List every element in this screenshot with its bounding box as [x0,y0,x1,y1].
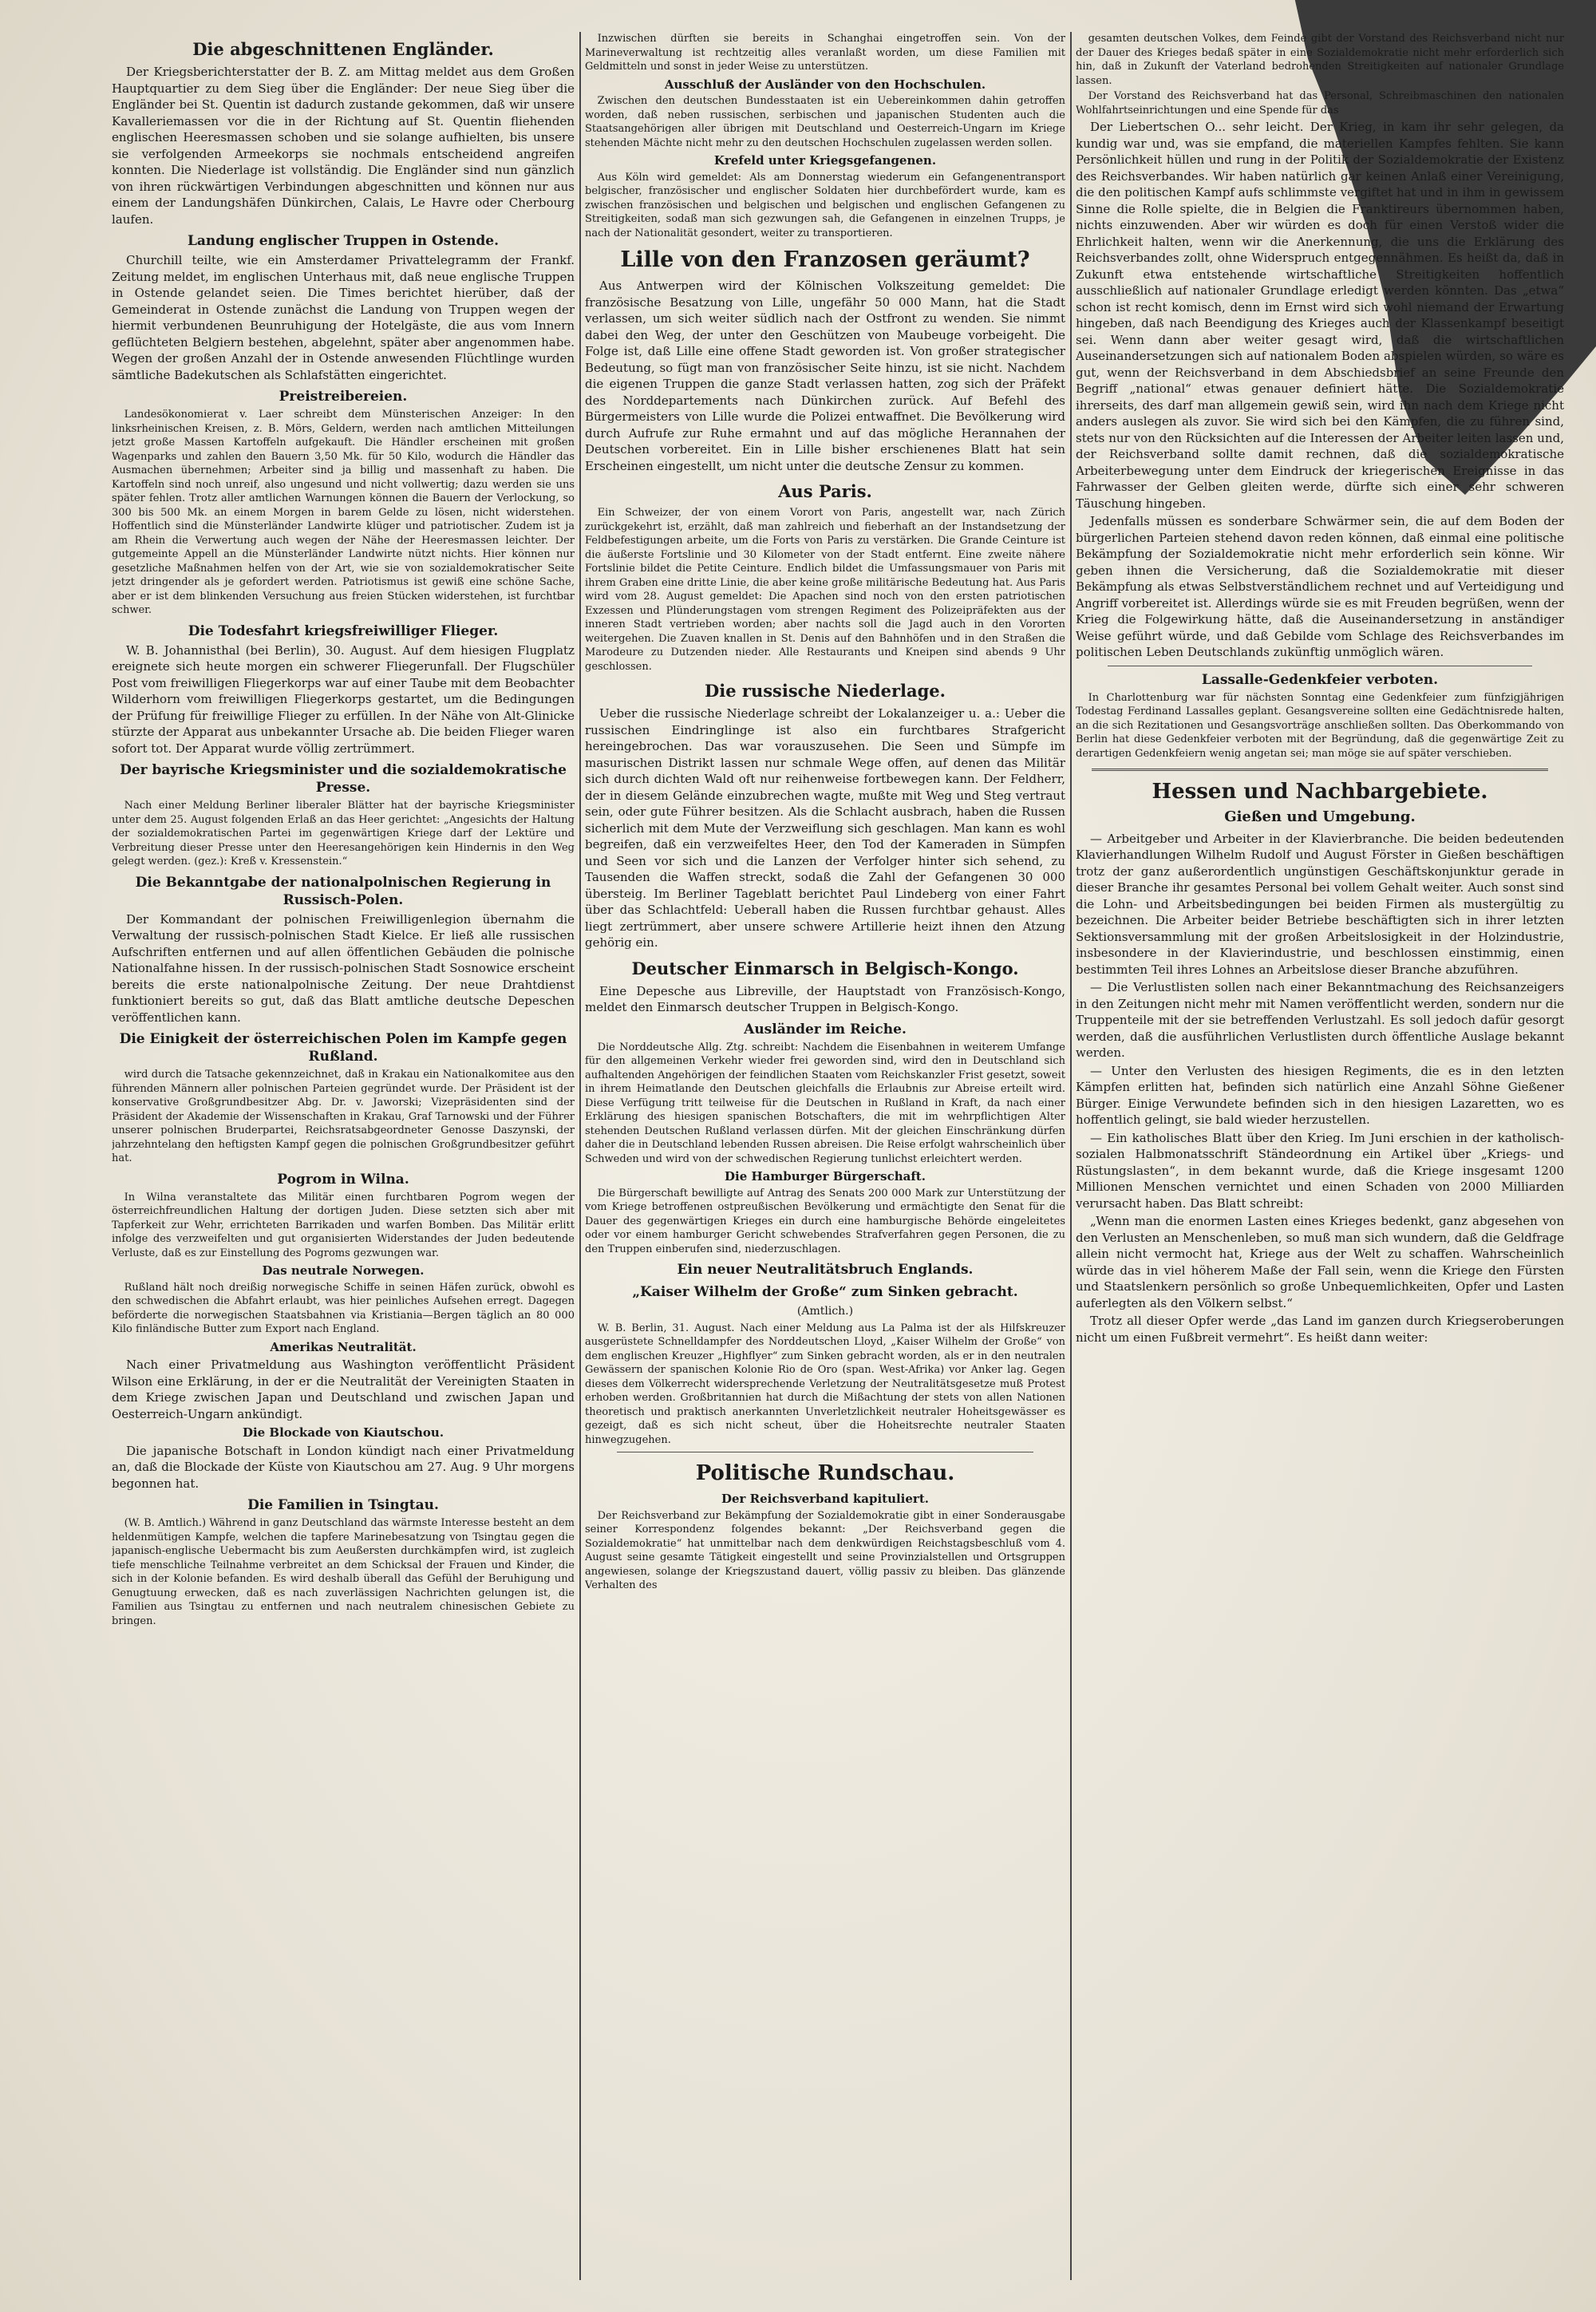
article-title: Die Einigkeit der österreichischen Polen im Kampfe gegen Rußland. [119,1031,567,1065]
article-title: Preistreibereien. [279,389,408,405]
article-body: Der Kommandant der polnischen Freiwilligenlegion übernahm die Verwaltung der russisch-polnischen Stadt Kielce. Er ließ alle russischen Aufschriften entfernen und auf allen öffentlichen Gebäuden die polnische Nationalfahne hissen. In der russisch-polnischen Stadt Sosnowice erscheint bereits die erste nationalpolnische Zeitung. Der neue Drahtdienst funktioniert bereits so gut, daß das Blatt amtliche deutsche Depeschen veröffentlichen kann. [112,911,575,1025]
section-title: Politische Rundschau. [695,1461,955,1485]
article-title: Lille von den Franzosen geräumt? [620,247,1030,272]
article-body: Der Liebertschen O... sehr leicht. Der Krieg, in kam ihr sehr gelegen, da kundig war und, was sie empfand, die materiellen Kampfes fehlten. Sie kann Persönlichkeit hüllen und rung in der Politik der Sozialdemokratie der Existenz des Reichsverbandes. Wir haben natürlich gar keinen Anlaß einer Vereinigung, die den politischen Kampf aufs schlimmste vergiftet hat und in ihm in gewissem Sinne die Rolle spielte, die in Belgien die Franktireurs übernommen haben, nichts einzuwenden. Aber wir würden es doch für einen Verstoß wider die Ehrlichkeit halten, wenn wir die Anerkennung, die uns die Erklärung des Reichsverbandes zollt, ohne Widerspruch entgegennähmen. Es heißt da, daß in Zukunft etwa entstehende wirtschaftliche Streitigkeiten hoffentlich ausschließlich auf nationaler Grundlage erledigt werden könnten. Das „etwa“ schon ist recht komisch, denn im Ernst wird sich wohl niemand der Erwartung hingeben, daß nach Beendigung des Krieges auch der Klassenkampf beseitigt sei. Wenn dann aber weiter gesagt wird, daß die wirtschaftlichen Auseinandersetzungen sich auf nationalem Boden abspielen würden, so wäre es gut, wenn der Reichsverband in dem Abschiedsbrief an seine Freunde den Begriff „national“ etwas genauer definiert hätte. Die Sozialdemokratie ihrerseits, des darf man allgemein gewiß sein, wird ihn nach dem Kriege nicht anders auslegen als zuvor. Sie wird sich bei den Kämpfen, die zu führen sind, stets nur von den Rücksichten auf die Interessen der Arbeiter leiten lassen und, der Reichsverband sollte damit rechnen, daß die sozialdemokratische Arbeiterbewegung unter dem Eindruck der kriegerischen Ereignisse in das Fahrwasser der Gelben gleiten werde, dürfte sich einer sehr schweren Täuschung hingeben. [1076,120,1564,511]
column-right [1076,32,1564,2280]
article-title: Krefeld unter Kriegsgefangenen. [713,153,937,168]
article-subtitle: Gießen und Umgebung. [1224,808,1416,825]
article-title: Deutscher Einmarsch in Belgisch-Kongo. [631,958,1019,978]
article-title: Ausschluß der Ausländer von den Hochschulen. [664,77,986,92]
article-body: Aus Antwerpen wird der Kölnischen Volkszeitung gemeldet: Die französische Besatzung von Lille, ungefähr 50 000 Mann, hat die Stadt verlassen, um sich weiter südlich nach der Ostfront zu wenden. Sie nimmt dabei den Weg, der unter den Geschützen von Maubeuge vorbeigeht. Die Folge ist, daß Lille eine offene Stadt geworden ist. Von großer strategischer Bedeutung, so fügt man von französischer Seite hinzu, ist sie nicht. Nachdem die eigenen Truppen die ganze Stadt verlassen hatten, zog sich der Präfekt des Norddepartements nach Dünkirchen zurück. Auf Befehl des Bürgermeisters von Lille wurde die Polizei entwaffnet. Die Bevölkerung wird durch Aufrufe zur Ruhe ermahnt und auf das mögliche Herannahen der Deutschen vorbereitet. Ein in Lille bisher erschienenes Blatt hat sein Erscheinen eingestellt, um nicht unter die deutsche Zensur zu kommen. [585,279,1065,473]
article-title: Ein neuer Neutralitätsbruch Englands. [677,1262,974,1278]
article-title: Das neutrale Norwegen. [262,1263,425,1278]
article-body: Eine Depesche aus Libreville, der Hauptstadt von Französisch-Kongo, meldet den Einmarsch deutscher Truppen in Belgisch-Kongo. [585,983,1065,1014]
article-body: Inzwischen dürften sie bereits in Schanghai eingetroffen sein. Von der Marineverwaltung ist rechtzeitig alles veranlaßt worden, um diese Familien mit Geldmitteln und sonst in jeder Weise zu unterstützen. [585,33,1065,73]
article-body: In Wilna veranstaltete das Militär einen furchtbaren Pogrom wegen der österreichfreundlichen Haltung der dortigen Juden. Diese setzten sich aber mit Tapferkeit zur Wehr, errichteten Barrikaden und warfen Bomben. Das Militär erlitt infolge des verzweifelten und gut organisierten Widerstandes der Juden bedeutende Verluste, daß es zur Einstellung des Pogroms gezwungen war. [112,1191,575,1259]
article-body: Die japanische Botschaft in London kündigt nach einer Privatmeldung an, daß die Blockade der Küste von Kiautschou am 27. Aug. 9 Uhr morgens begonnen hat. [112,1443,575,1491]
section-title: Hessen und Nachbargebiete. [1152,780,1488,804]
article-title: Der bayrische Kriegsminister und die sozialdemokratische Presse. [120,762,567,796]
article-body: Aus Köln wird gemeldet: Als am Donnerstag wiederum ein Gefangenentransport belgischer, französischer und englischer Soldaten hier durchbefördert wurde, kam es zwischen französischen und belgischen und belgischen und englischen Gefangenen zu Streitigkeiten, sodaß man sich gezwungen sah, die Gefangenen in einzelnen Trupps, je nach der Nationalität gesondert, weiter zu transportieren. [585,171,1065,239]
article-title: Aus Paris. [778,481,872,501]
article-title: Amerikas Neutralität. [270,1339,417,1354]
article-title: Ausländer im Reiche. [744,1021,907,1037]
article-body: W. B. Johannisthal (bei Berlin), 30. August. Auf dem hiesigen Flugplatz ereignete sich heute morgen ein schwerer Fliegerunfall. Der Flugschüler Post vom freiwilligen Fliegerkorps war auf einer Taube mit dem Beobachter Wilderhorn vom freiwilligen Fliegerkorps gestartet, um die Bedingungen der Prüfung für freiwillige Flieger zu erfüllen. In der Nähe von Alt-Glinicke stürzte der Apparat aus unbekannter Ursache ab. Die beiden Flieger waren sofort tot. Der Apparat wurde völlig zertrümmert. [112,642,575,756]
column-rule [579,32,581,2280]
article-body: Der Reichsverband zur Bekämpfung der Sozialdemokratie gibt in einer Sonderausgabe seiner Korrespondenz folgendes bekannt: „Der Reichsverband gegen die Sozialdemokratie“ hat unmittelbar nach dem denkwürdigen Reichstagsbeschluß vom 4. August seine gesamte Tätigkeit eingestellt und seine Provinzialstellen und Ortsgruppen angewiesen, solange der Kriegszustand dauert, völlig passiv zu bleiben. Das glänzende Verhalten des [585,1509,1065,1591]
column-middle [585,32,1065,2280]
column-rule [1070,32,1072,2280]
article-body: Ueber die russische Niederlage schreibt der Lokalanzeiger u. a.: Ueber die russischen Eindringlinge ist also ein furchtbares Strafgericht hereingebrochen. Das war vorauszusehen. Die Seen und Sümpfe im masurischen Distrikt lassen nur schmale Wege offen, auf denen das Militär sich durch dichten Wald oft nur reihenweise fortbewegen kann. Der Feldherr, der in diesem Gelände einzubrechen wagte, mußte mit Weg und Steg vertraut sein, oder gute Führer besitzen. Als die Schlacht ausbrach, haben die Russen sicherlich mit dem Mute der Verzweiflung sich geschlagen. Man kann es wohl begreifen, daß ein verzweifeltes Heer, den Tod der Kameraden in Sümpfen und Seen vor sich und die Lanzen der Verfolger hinter sich sehend, zu Tausenden die Waffen streckt, sodaß die Zahl der Gefangenen 30 000 übersteig. Im Berliner Tageblatt berichtet Paul Lindeberg von einer Fahrt über das Schlachtfeld: Ueberall haben die Russen furchtbar gehaust. Alles liegt zertrümmert, aber unsere schwere Artillerie heizt ihnen den Atzung gehörig ein. [585,706,1065,950]
article-body: Der Vorstand des Reichsverband hat das Personal, Schreibmaschinen den nationalen Wohlfahrtseinrichtungen und eine Spende für das [1076,90,1564,117]
article-subtitle: „Kaiser Wilhelm der Große“ zum Sinken gebracht. [632,1284,1018,1300]
article-note: (Amtlich.) [796,1305,854,1318]
article-subtitle: Der Reichsverband kapituliert. [721,1492,929,1506]
article-body: (W. B. Amtlich.) Während in ganz Deutschland das wärmste Interesse besteht an dem heldenmütigen Kampfe, welchen die tapfere Marinebesatzung von Tsingtau gegen die japanisch-englische Uebermacht bis zum Aeußersten durchkämpfen wird, ist zugleich tiefe menschliche Teilnahme verbreitet an dem Schicksal der Frauen und Kinder, die sich in der Kolonie befanden. Es wird deshalb überall das Gefühl der Beruhigung und Genugtuung erwecken, daß es nach zuverlässigen Nachrichten gelungen ist, die Familien aus Tsingtau zu entfernen und nach neutralem chinesischen Gebiete zu bringen. [112,1517,575,1627]
article-body: — Die Verlustlisten sollen nach einer Bekanntmachung des Reichsanzeigers in den Zeitungen nicht mehr mit Namen veröffentlicht werden, sondern nur die Truppenteile mit der sie betreffenden Verlustzahl. Es soll jedoch dafür gesorgt werden, daß die ausführlichen Verlustlisten durch öffentliche Auslage bekannt werden. [1076,980,1564,1060]
article-title: Die Familien in Tsingtau. [247,1497,439,1513]
article-body: Der Kriegsberichterstatter der B. Z. am Mittag meldet aus dem Großen Hauptquartier zu dem Sieg über die Engländer: Der neue Sieg über die Engländer bei St. Quentin ist dadurch zustande gekommen, daß wir unsere Kavalleriemassen vor die in der Richtung auf St. Quentin fliehenden englischen Heeresmassen schoben und sie solange aufhielten, bis unsere sie verfolgenden Armeekorps sie nochmals entscheidend angreifen konnten. Die Niederlage ist vollständig. Die Engländer sind nun gänzlich von ihren rückwärtigen Verbindungen abgeschnitten und können nur aus einem der Landungshäfen Dünkirchen, Calais, Le Havre oder Cherbourg laufen. [112,65,575,227]
article-body: „Wenn man die enormen Lasten eines Krieges bedenkt, ganz abgesehen von den Verlusten an Menschenleben, so muß man sich wundern, daß die Geldfrage allein nicht vermocht hat, Kriege aus der Welt zu schaffen. Wahrscheinlich würde das in viel höherem Maße der Fall sein, wenn die Kriege den Fürsten und Staatslenkern persönlich so große Unbequemlichkeiten, Opfer und Lasten auferlegten als den Völkern selbst.“ [1076,1214,1564,1310]
article-body: Landesökonomierat v. Laer schreibt dem Münsterischen Anzeiger: In den linksrheinischen Kreisen, z. B. Mörs, Geldern, werden nach amtlichen Mitteilungen jetzt große Massen Kartoffeln aufgekauft. Die Händler erscheinen mit großen Wagenparks und zahlen den Bauern 3,50 Mk. für 50 Kilo, wodurch die Händler das Ausmachen übernehmen; Arbeiter sind ja billig und massenhaft zu haben. Die Kartoffeln sind noch unreif, also ungesund und nicht vollwertig; dazu werden sie uns später fehlen. Trotz aller amtlichen Warnungen können die Bauern der Verlockung, so 300 bis 500 Mk. an einem Morgen in barem Gelde zu lösen, nicht widerstehen. Hoffentlich sind die Münsterländer Landwirte klüger und patriotischer. Zudem ist ja am Rhein die Verwertung auch wegen der Nähe der Heeresmassen leichter. Der gutgemeinte Appell an die Münsterländer Landwirte nützt nichts. Hier können nur gesetzliche Maßnahmen helfen von der Art, wie sie von sozialdemokratischer Seite jetzt dringender als je gefordert werden. Patriotismus ist gewiß eine schöne Sache, aber er ist dem blinkenden Versuchung aus freien Stücken widerstehen, ist furchtbar schwer. [112,409,575,616]
article-body: Zwischen den deutschen Bundesstaaten ist ein Uebereinkommen dahin getroffen worden, daß neben russischen, serbischen und japanischen Studenten auch die Staatsangehörigen aller übrigen mit Deutschland und Oesterreich-Ungarn im Kriege stehenden Mächte nicht mehr zu den deutschen Hochschulen zugelassen werden sollen. [585,95,1065,149]
article-body: Nach einer Meldung Berliner liberaler Blätter hat der bayrische Kriegsminister unter dem 25. August folgenden Erlaß an das Heer gerichtet: „Angesichts der Haltung der sozialdemokratischen Partei im gegenwärtigen Kriege darf der Lektüre und Verbreitung dieser Presse unter den Heeresangehörigen kein Hindernis in den Weg gelegt werden. (gez.): Kreß v. Kressenstein.“ [112,800,575,867]
article-body: Jedenfalls müssen es sonderbare Schwärmer sein, die auf dem Boden der bürgerlichen Parteien stehend davon reden können, daß einmal eine politische Bekämpfung der Sozialdemokratie nicht mehr erforderlich sein könne. Wir geben ihnen die Versicherung, daß die Sozialdemokratie mit dieser Bekämpfung als etwas Selbstverständlichem rechnet und auf Verteidigung und Angriff vorbereitet ist. Allerdings würde sie es mit Freuden begrüßen, wenn der Krieg die Folgewirkung hätte, daß die Auseinandersetzung in anständiger Weise geführt würde, und daß Gebilde vom Schlage des Reichsverbandes im politischen Leben Deutschlands zukünftig unmöglich wären. [1076,514,1564,659]
column-left [112,32,575,2280]
article-body: W. B. Berlin, 31. August. Nach einer Meldung aus La Palma ist der als Hilfskreuzer ausgerüstete Schnelldampfer des Norddeutschen Lloyd, „Kaiser Wilhelm der Große“ von dem englischen Kreuzer „Highflyer“ zum Sinken gebracht worden, als er in den neutralen Gewässern der spanischen Kolonie Rio de Oro (span. West-Afrika) vor Anker lag. Gegen dieses dem Völkerrecht widersprechende Verletzung der Neutralitätsgesetze muß Protest erhoben werden. Großbritannien hat durch die Mißachtung der stets von allen Nationen theoretisch und praktisch anerkannten Unverletzlichkeit neutraler Hoheitsgewässer es gezeigt, daß es sich nicht scheut, über die Hoheitsrechte neutraler Staaten hinwegzugehen. [585,1322,1065,1446]
article-title: Lassalle-Gedenkfeier verboten. [1201,671,1439,688]
article-body: Die Norddeutsche Allg. Ztg. schreibt: Nachdem die Eisenbahnen in weiterem Umfange für den allgemeinen Verkehr wieder frei geworden sind, wird den in Deutschland sich aufhaltenden Angehörigen der feindlichen Staaten vom Reichskanzler Frist gesetzt, soweit in ihrem Heimatlande den Deutschen gleichfalls die Erlaubnis zur Abreise erteilt wird. Diese Verfügung tritt teilweise für die Deutschen in Rußland in Kraft, da nach einer Erklärung des hiesigen spanischen Botschafters, die mit im wehrpflichtigen Alter stehenden Deutschen Rußland verlassen dürfen. Mit der gleichen Einschränkung dürfen daher die in Deutschland lebenden Russen abreisen. Die Reise erfolgt wahrscheinlich über Schweden und wird von der schwedischen Regierung tunlichst erleichtert werden. [585,1041,1065,1165]
article-title: Die abgeschnittenen Engländer. [192,39,494,59]
article-body: In Charlottenburg war für nächsten Sonntag eine Gedenkfeier zum fünfzigjährigen Todestag Ferdinand Lassalles geplant. Gesangsvereine sollten eine Gedächtnisrede halten, an die sich Rezitationen und Gesangsvorträge anschließen sollten. Das Oberkommando von Berlin hat diese Gedenkfeier verboten mit der Begründung, daß die gegenwärtige Zeit zu derartigen Gedenkfeiern wenig angetan sei; man möge sie auf später verschieben. [1076,691,1564,760]
article-body: Churchill teilte, wie ein Amsterdamer Privattelegramm der Frankf. Zeitung meldet, im englischen Unterhaus mit, daß neue englische Truppen in Ostende gelandet seien. Die Times berichtet hierüber, daß der Gemeinderat in Ostende zunächst die Landung von Truppen wegen der hiermit verbundenen Beunruhigung der Hotelgäste, die aus vom Innern geflüchteten Belgiern bestehen, abgelehnt, später aber angenommen habe. Wegen der großen Anzahl der in Ostende anwesenden Flüchtlinge wurden sämtliche Badekutschen als Schlafstätten eingerichtet. [112,253,575,382]
article-body: Die Bürgerschaft bewilligte auf Antrag des Senats 200 000 Mark zur Unterstützung der vom Kriege betroffenen ostpreußischen Bevölkerung und ermächtigte den Senat für die Dauer des gegenwärtigen Krieges ein durch eine hamburgische Behörde eingeleitetes oder vor einem hamburger Gericht schwebendes Strafverfahren gegen Personen, die zu den Truppen einberufen sind, niederzuschlagen. [585,1187,1065,1255]
article-title: Die russische Niederlage. [705,681,946,701]
article-body: Rußland hält noch dreißig norwegische Schiffe in seinen Häfen zurück, obwohl es den schwedischen die Abfahrt erlaubt, was hier peinliches Aufsehen erregt. Dagegen beförderte die norwegischen Staatsbahnen via Kristiania—Bergen täglich an 80 000 Kilo finländische Butter zum Export nach England. [112,1281,575,1335]
article-body: — Ein katholisches Blatt über den Krieg. Im Juni erschien in der katholisch-sozialen Halbmonatsschrift Ständeordnung ein Artikel über „Kriegs- und Rüstungslasten“, in dem bekannt wurde, daß die Kriege insgesamt 1200 Millionen Menschen vernichtet und einen Schaden von 2000 Milliarden verursacht haben. Das Blatt schreibt: [1076,1130,1564,1211]
article-body: Trotz all dieser Opfer werde „das Land im ganzen durch Kriegseroberungen nicht um einen Fußbreit vermehrt“. Es heißt dann weiter: [1076,1314,1564,1345]
article-body: — Arbeitgeber und Arbeiter in der Klavierbranche. Die beiden bedeutenden Klavierhandlungen Wilhelm Rudolf und August Förster in Gießen beschäftigen trotz der ganz außerordentlich ungünstigen Geschäftskonjunktur gerade in dieser Branche ihr gesamtes Personal bei vollem Gehalt weiter. Auch sonst sind die Lohn- und Arbeitsbedingungen bei beiden Firmen als mustergültig zu bezeichnen. Die Arbeiter beider Betriebe beschäftigten sich in ihrer letzten Sektionsversammlung mit der großen Arbeitslosigkeit in der Holzindustrie, insbesondere in der Klavierindustrie, und beschlossen einstimmig, einen bestimmten Teil ihres Lohnes an Arbeitslose dieser Branche abzuführen. [1076,831,1564,977]
article-title: Die Blockade von Kiautschou. [242,1425,444,1440]
article-body: Nach einer Privatmeldung aus Washington veröffentlicht Präsident Wilson eine Erklärung, in der er die Neutralität der Vereinigten Staaten in dem Kriege zwischen Japan und Deutschland und zwischen Japan und Oesterreich-Ungarn ankündigt. [112,1358,575,1421]
article-title: Pogrom in Wilna. [277,1171,409,1188]
separator [1092,769,1548,771]
article-body: gesamten deutschen Volkes, dem Feinde gibt der Vorstand des Reichsverband nicht nur der Dauer des Krieges bedaß später in eine Sozialdemokratie nicht mehr erforderlich sich hin, daß in Zukunft der Vaterland bedrohenden Streitigkeiten auf nationaler Grundlage lassen. [1076,33,1564,87]
article-title: Die Bekanntgabe der nationalpolnischen Regierung in Russisch-Polen. [135,874,551,908]
article-title: Die Hamburger Bürgerschaft. [725,1169,926,1184]
article-title: Die Todesfahrt kriegsfreiwilliger Flieger. [188,622,499,639]
article-title: Landung englischer Truppen in Ostende. [187,233,500,249]
article-body: wird durch die Tatsache gekennzeichnet, daß in Krakau ein Nationalkomitee aus den führenden Männern aller polnischen Parteien gegründet wurde. Der Präsident ist der konservative Großgrundbesitzer Abg. Dr. v. Jaworski; Vizepräsidenten sind der Präsident der Akademie der Wissenschaften in Krakau, Graf Tarnowski und der Führer unserer polnischen Bruderpartei, Reichsratsabgeordneter Genosse Daszynski, der jahrzehntelang den heftigsten Kampf gegen die polnischen Großgrundbesitzer geführt hat. [112,1069,575,1164]
article-body: Ein Schweizer, der von einem Vorort von Paris, angestellt war, nach Zürich zurückgekehrt ist, erzählt, daß man zahlreich und fieberhaft an der Instandsetzung der Feldbefestigungen arbeite, um die Forts von Paris zu verstärken. Die Grande Ceinture ist die äußerste Fortslinie und 30 Kilometer von der Stadt entfernt. Eine zweite nähere Fortslinie bildet die Petite Ceinture. Endlich bildet die Umfassungsmauer von Paris mit ihrem Graben eine dritte Linie, die aber keine große militärische Bedeutung hat. Aus Paris wird vom 28. August gemeldet: Die Apachen sind noch von den ersten patriotischen Exzessen und Plünderungstagen vom strengen Regiment des Polizeipräfekten aus der inneren Stadt vertrieben worden; aber nachts soll die Jagd auch in den Vororten weitergehen. Die Zuaven knallen in St. Denis auf den Bahnhöfen und in den Straßen die Marodeure zu Dutzenden nieder. Alle Restaurants und Kneipen sind abends 9 Uhr geschlossen. [585,507,1065,673]
article-body: — Unter den Verlusten des hiesigen Regiments, die es in den letzten Kämpfen erlitten hat, befinden sich natürlich eine Anzahl Söhne Gießener Bürger. Einige Verwundete befinden sich in den hiesigen Lazaretten, wo es hoffentlich gelingt, sie bald wieder herzustellen. [1076,1063,1564,1127]
